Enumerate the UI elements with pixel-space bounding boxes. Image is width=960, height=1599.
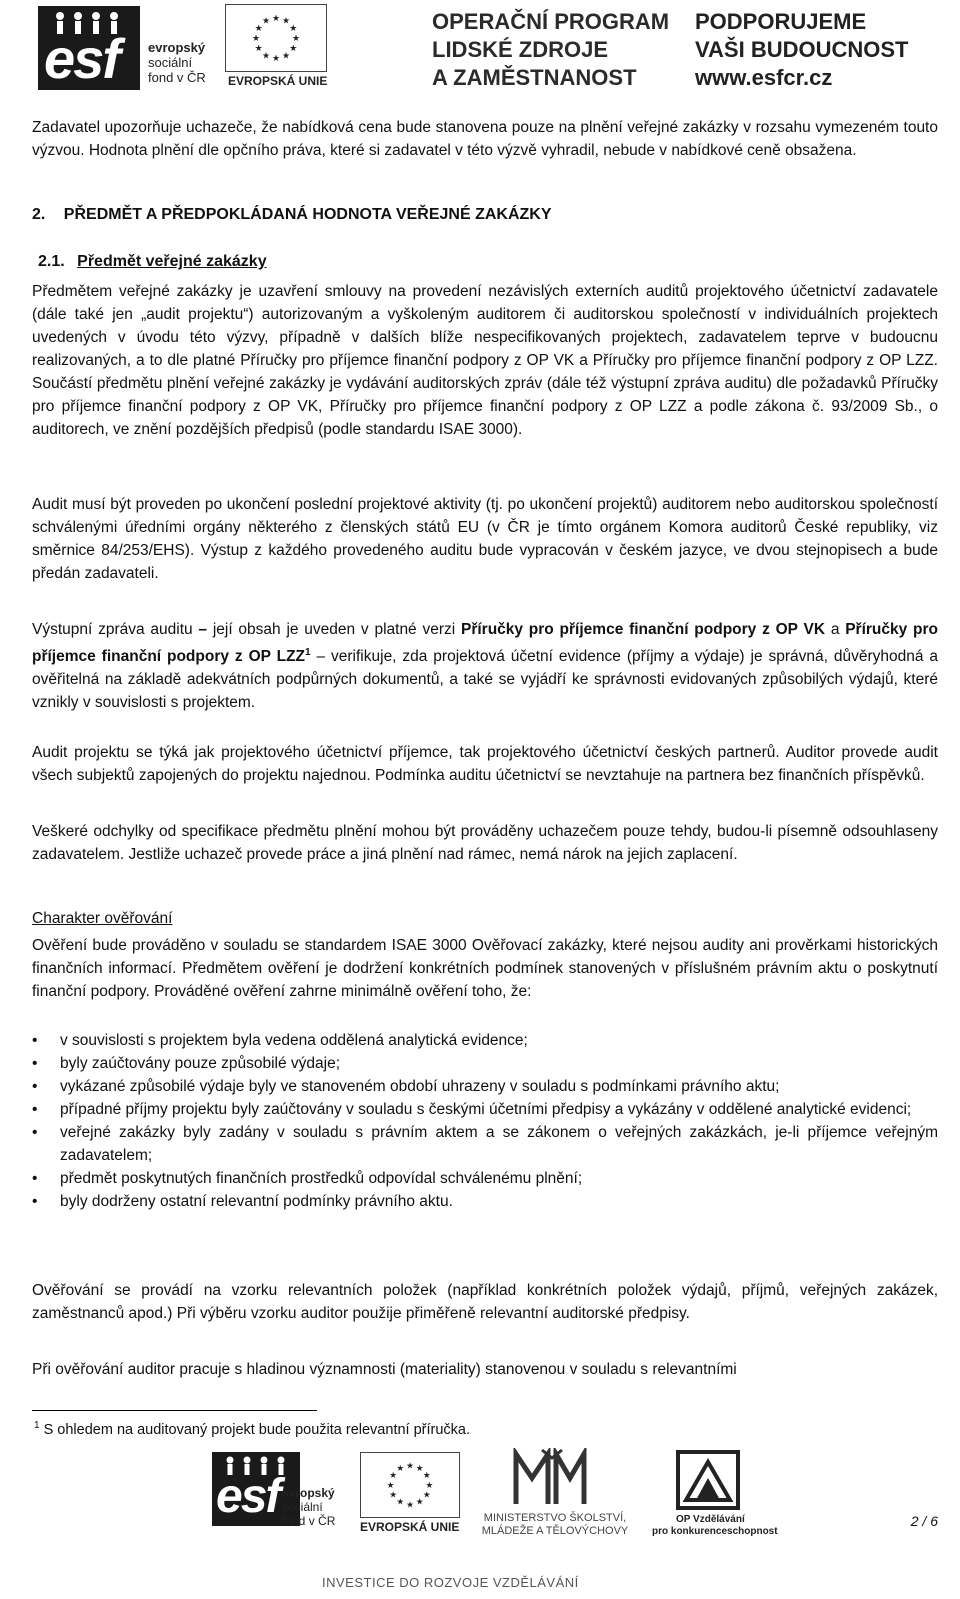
list-item: • případné příjmy projektu byly zaúčtovány v souladu s českými účetními předpisy a vykázány v oddělené analytické evidenci; <box>32 1098 938 1121</box>
eu-flag <box>225 4 327 72</box>
paragraph-deviations: Veškeré odchylky od specifikace předmětu plnění mohou být prováděny uchazečem pouze tehdy, budou-li písemně odsouhlaseny zadavatelem. Jestliže uchazeč provede práce a jiná plnění nad rámec, nemá nárok na jejich zaplacení. <box>32 823 938 863</box>
eu-star-icon: ★ <box>406 1500 414 1511</box>
eu-star-icon: ★ <box>251 34 261 44</box>
subsection-title: Předmět veřejné zakázky <box>77 253 267 270</box>
paragraph-materiality: Při ověřování auditor pracuje s hladinou významnosti (materiality) stanovenou v souladu s relevantními <box>32 1361 737 1378</box>
support-title <box>695 8 909 92</box>
eu-star-icon: ★ <box>406 1461 414 1472</box>
verification-list <box>32 1029 938 1213</box>
esf-caption-line1: evropský <box>148 40 206 55</box>
section-number: 2. <box>32 206 46 223</box>
footnote-text: S ohledem na auditovaný projekt bude použita relevantní příručka. <box>39 1421 470 1438</box>
footer-esf-caption <box>282 1486 335 1528</box>
esf-caption-line3: fond v ČR <box>148 70 206 85</box>
list-item: • předmět poskytnutých finančních prostředků odpovídal schválenému plnění; <box>32 1167 938 1190</box>
footer-esf-line1: evropský <box>282 1486 335 1500</box>
eu-star-icon: ★ <box>389 1471 398 1482</box>
paragraph-audit-timing: Audit musí být proveden po ukončení poslední projektové aktivity (tj. po ukončení projektů) auditorem nebo auditorskou společností schválenými úředními orgány některého z členských států EU (v ČR je tímto orgánem Komora auditorů České republiky, viz směrnice 84/253/EHS). Výstup z každého provedeného auditu bude vypracován v českém jazyce, ve dvou stejnopisech a bude předán zadavateli. <box>32 496 938 582</box>
footer-esf-wordmark: esf <box>216 1470 280 1523</box>
esf-caption-line2: sociální <box>148 55 193 70</box>
eu-star-icon: ★ <box>389 1490 398 1501</box>
list-item: • v souvislosti s projektem byla vedena oddělená analytická evidence; <box>32 1029 938 1052</box>
eu-stars-icon <box>226 5 326 71</box>
eu-star-icon: ★ <box>422 1490 431 1501</box>
footer-eu-label: EVROPSKÁ UNIE <box>360 1520 460 1534</box>
msmt-line1: MINISTERSTVO ŠKOLSTVÍ, <box>483 1512 627 1524</box>
p3-text-d: – verifikuje, zda projektová účetní evidence (příjmy a výdaje) je správná, důvěryhodná a ověřitelná na základě adekvátních podpůrných dokumentů, a také se vyjádří ke správnosti evidovaných způsobilých výdajů, které vznikly v souvislosti s projektem. <box>32 648 939 712</box>
paragraph-partners: Audit projektu se týká jak projektového účetnictví příjemce, tak projektového účetnictví českých partnerů. Auditor provede audit všech subjektů zapojených do projektu najednou. Podmínka auditu účetnictví se nevztahuje na partnera bez finančních příspěvků. <box>32 744 938 784</box>
footnote-number: 1 <box>34 1420 40 1431</box>
p3-text-b: její obsah je uveden v platné verzi <box>207 621 461 638</box>
esf-wordmark: esf <box>44 27 119 90</box>
eu-star-icon: ★ <box>386 1480 395 1491</box>
list-item: • vykázané způsobilé výdaje byly ve stanoveném období uhrazeny v souladu s podmínkami právního aktu; <box>32 1075 938 1098</box>
program-title <box>432 8 669 92</box>
eu-star-icon: ★ <box>281 51 291 62</box>
eu-star-icon: ★ <box>261 16 271 27</box>
intro-paragraph: Zadavatel upozorňuje uchazeče, že nabídková cena bude stanovena pouze na plnění veřejné zakázky v rozsahu vymezeném touto výzvou. Hodnota plnění dle opčního práva, které si zadavatel v této výzvě vyhradil, nebude v nabídkové ceně obsažena. <box>32 119 938 159</box>
paragraph-output-report <box>32 618 938 714</box>
list-item: • veřejné zakázky byly zadány v souladu s právním aktem a se zákonem o veřejných zakázkách, je-li příjemce veřejným zadavatelem; <box>32 1121 938 1167</box>
eu-star-icon: ★ <box>422 1471 431 1482</box>
eu-star-icon: ★ <box>415 1464 424 1475</box>
opvk-line2: pro konkurenceschopnost <box>652 1526 778 1537</box>
subsection-heading <box>38 253 267 271</box>
eu-star-icon: ★ <box>415 1497 424 1508</box>
charakter-heading: Charakter ověřování <box>32 910 173 927</box>
eu-star-icon: ★ <box>425 1480 434 1491</box>
subsection-number: 2.1. <box>38 253 65 270</box>
page-number: 2 / 6 <box>910 1513 938 1529</box>
support-line1: PODPORUJEME <box>695 9 867 34</box>
p3-text-c: a <box>825 621 846 638</box>
eu-star-icon: ★ <box>289 44 298 54</box>
program-line2: LIDSKÉ ZDROJE <box>432 37 609 62</box>
msmt-logo-icon <box>512 1448 592 1513</box>
footnote-mark: 1 <box>305 647 311 658</box>
p3-bold-vk: Příručky pro příjemce finanční podpory z OP VK <box>460 621 826 638</box>
footnote <box>34 1420 470 1438</box>
esf-logo <box>38 6 140 90</box>
list-item: • byly dodrženy ostatní relevantní podmínky právního aktu. <box>32 1190 938 1213</box>
opvk-logo-icon <box>676 1450 740 1515</box>
p3-dash: – <box>198 621 208 638</box>
eu-star-icon: ★ <box>289 24 298 34</box>
opvk-caption <box>652 1514 778 1538</box>
paragraph-sampling: Ověřování se provádí na vzorku relevantních položek (například konkrétních položek výdajů, příjmů, veřejných zakázek, zaměstnanců apod.) Při výběru vzorku auditor použije přiměřeně relevantní auditorské předpisy. <box>32 1282 938 1322</box>
footnote-divider <box>32 1410 317 1411</box>
eu-star-icon: ★ <box>396 1464 405 1475</box>
footer-esf-line2: sociální <box>282 1500 323 1514</box>
msmt-line2: MLÁDEŽE A TĚLOVÝCHOVY <box>481 1525 629 1537</box>
eu-star-icon: ★ <box>254 44 263 54</box>
eu-star-icon: ★ <box>271 54 281 64</box>
eu-star-icon: ★ <box>254 24 263 34</box>
invest-slogan: INVESTICE DO ROZVOJE VZDĚLÁVÁNÍ <box>322 1575 579 1590</box>
p3-bold-lzz: Příručky pro příjemce finanční podpory z OP LZZ <box>32 621 939 666</box>
p3-text-a: Výstupní zpráva auditu <box>32 621 199 638</box>
eu-star-icon: ★ <box>261 51 271 62</box>
eu-label: EVROPSKÁ UNIE <box>228 74 328 88</box>
esf-caption <box>148 40 206 85</box>
footer-eu-stars-icon <box>361 1453 459 1517</box>
program-line1: OPERAČNÍ PROGRAM <box>432 9 670 34</box>
paragraph-subject: Předmětem veřejné zakázky je uzavření smlouvy na provedení nezávislých externích auditů projektového účetnictví zadavatele (dále také jen „audit projektu“) autorizovaným a vyškoleným auditorem či auditorskou společností v individuálních projektech uvedených v úvodu této výzvy, případně v dalších blíže nespecifikovaných projektech, zadavatelem teprve v budoucnu realizovaných, a to dle platné Příručky pro příjemce finanční podpory z OP VK a Příručky pro příjemce finanční podpory z OP LZZ. Součástí předmětu plnění veřejné zakázky je vydávání auditorských zpráv (dále též výstupní zpráva auditu) dle požadavků Příručky pro příjemce finanční podpory z OP VK, Příručky pro příjemce finanční podpory z OP LZZ a podle zákona č. 93/2009 Sb., o auditorech, ve znění pozdějších předpisů (podle standardu ISAE 3000). <box>32 283 938 438</box>
msmt-caption <box>470 1512 640 1538</box>
footer-esf-line3: fond v ČR <box>282 1514 336 1528</box>
footer-eu-flag <box>360 1452 460 1518</box>
eu-star-icon: ★ <box>291 34 301 44</box>
eu-star-icon: ★ <box>281 16 291 27</box>
eu-star-icon: ★ <box>271 14 281 24</box>
page-header <box>0 0 960 100</box>
paragraph-verification: Ověření bude prováděno v souladu se standardem ISAE 3000 Ověřovací zakázky, které nejsou audity ani prověrkami historických finančních informací. Předmětem ověření je dodržení konkrétních podmínek stanovených v příslušném právním aktu o poskytnutí finanční podpory. Prováděné ověření zahrne minimálně ověření toho, že: <box>32 937 938 1000</box>
support-link[interactable]: www.esfcr.cz <box>695 65 833 90</box>
program-line3: A ZAMĚSTNANOST <box>432 65 637 90</box>
eu-star-icon: ★ <box>396 1497 405 1508</box>
support-line2: VAŠI BUDOUCNOST <box>695 37 909 62</box>
opvk-line1: OP Vzdělávání <box>676 1514 745 1525</box>
list-item: • byly zaúčtovány pouze způsobilé výdaje; <box>32 1052 938 1075</box>
section-heading <box>32 206 552 224</box>
section-title: PŘEDMĚT A PŘEDPOKLÁDANÁ HODNOTA VEŘEJNÉ ZAKÁZKY <box>63 206 552 223</box>
